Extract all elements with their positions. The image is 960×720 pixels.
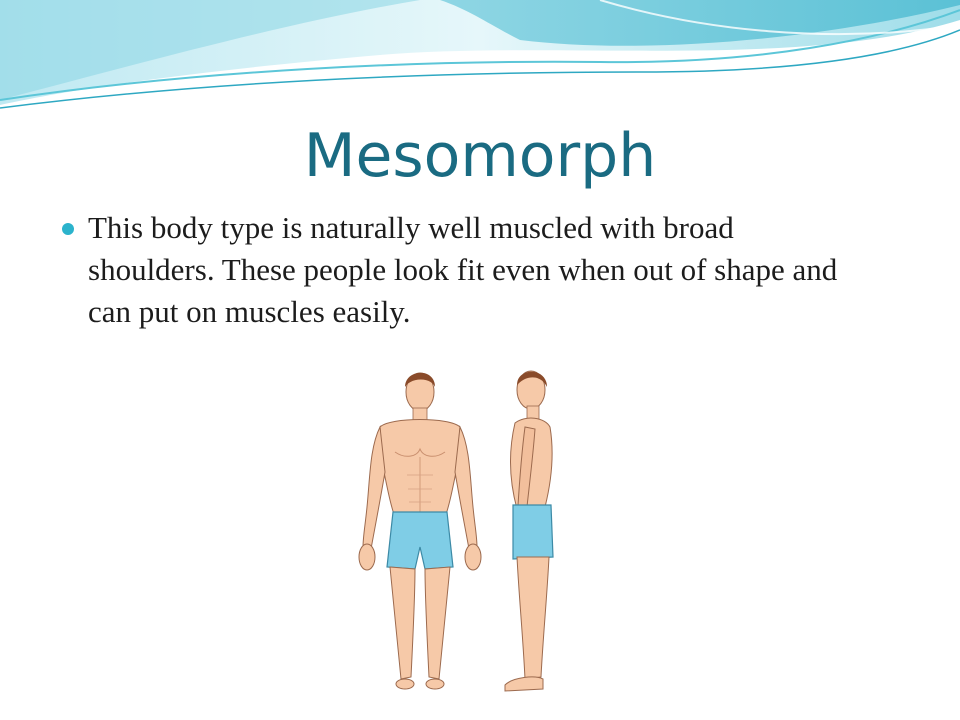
bullet-text: This body type is naturally well muscled with broad shoulders. These people look fit even when out of shape and can put on muscles easily.: [88, 210, 838, 329]
mesomorph-body-illustration: [345, 357, 580, 697]
wave-header-decoration: [0, 0, 960, 120]
bullet-list: [62, 207, 862, 333]
bullet-marker: [62, 223, 74, 235]
slide-title: Mesomorph: [303, 121, 657, 191]
